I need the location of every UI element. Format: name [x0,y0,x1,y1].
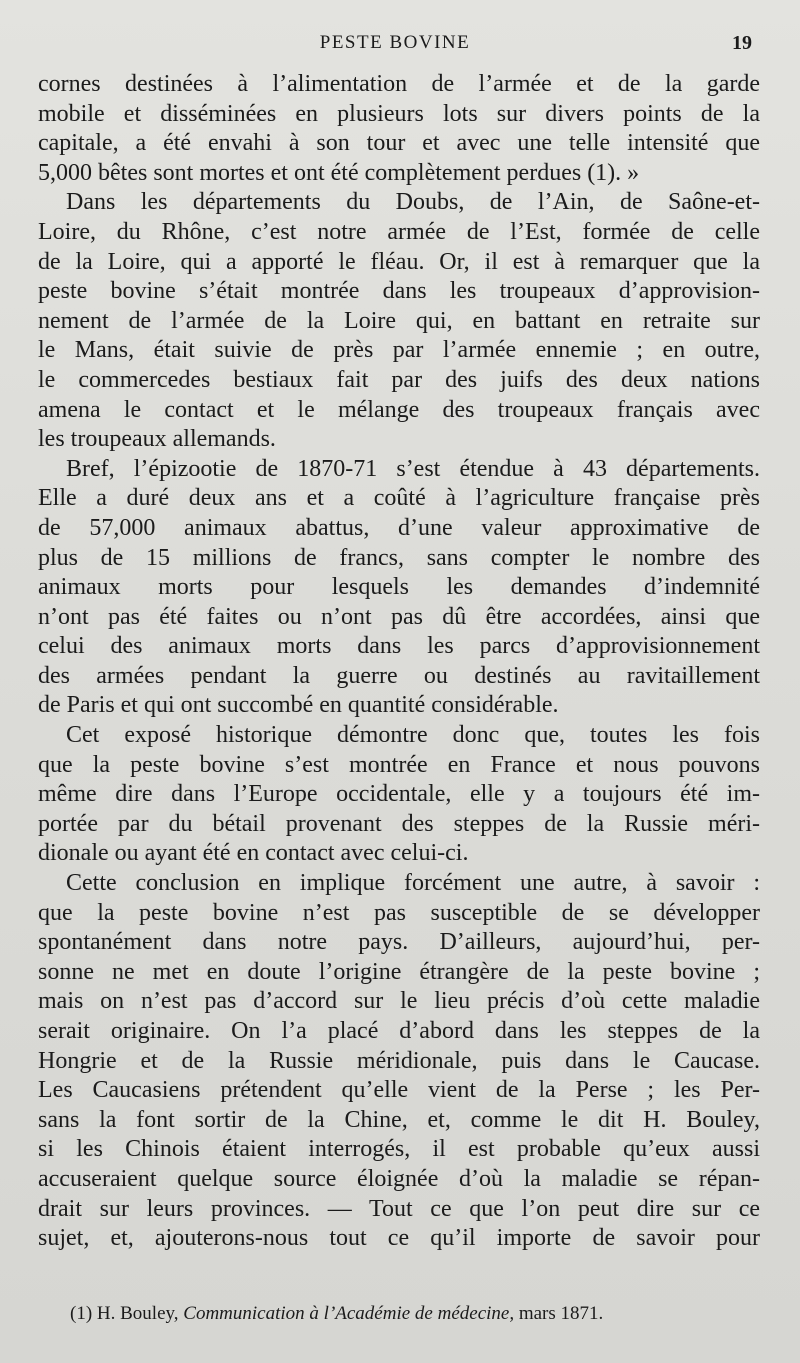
text-line: Hongrie et de la Russie méridionale, puis dans le Caucase. [38,1047,760,1074]
running-title: PESTE BOVINE [319,32,471,53]
text-line: n’ont pas été faites ou n’ont pas dû être accordées, ainsi que [38,603,760,630]
text-line: sonne ne met en doute l’origine étrangère de la peste bovine ; [38,958,760,985]
body-text [38,70,760,1254]
text-line: accuseraient quelque source éloignée d’où la maladie se répan- [38,1165,760,1192]
footnote [70,1303,770,1325]
text-line: sans la font sortir de la Chine, et, comme le dit H. Bouley, [38,1106,760,1133]
text-line: le commercedes bestiaux fait par des juifs des deux nations [38,366,760,393]
text-line: de la Loire, qui a apporté le fléau. Or, il est à remarquer que la [38,248,760,275]
text-line: mais on n’est pas d’accord sur le lieu précis d’où cette maladie [38,988,760,1015]
text-line: peste bovine s’était montrée dans les troupeaux d’approvision- [38,278,760,305]
text-line: nement de l’armée de la Loire qui, en battant en retraite sur [38,307,760,334]
text-line: amena le contact et le mélange des troupeaux français avec [38,396,760,423]
text-line: les troupeaux allemands. [38,426,276,453]
text-line: de Paris et qui ont succombé en quantité considérable. [38,692,559,719]
text-line: de 57,000 animaux abattus, d’une valeur approximative de [38,514,760,541]
text-line: Dans les départements du Doubs, de l’Ain, de Saône-et- [66,189,760,216]
text-line: si les Chinois étaient interrogés, il est probable qu’eux aussi [38,1136,760,1163]
text-line: Loire, du Rhône, c’est notre armée de l’Est, formée de celle [38,218,760,245]
text-line: Les Caucasiens prétendent qu’elle vient de la Perse ; les Per- [38,1077,760,1104]
text-line: drait sur leurs provinces. — Tout ce que l’on peut dire sur ce [38,1195,760,1222]
text-line: que la peste bovine s’est montrée en France et nous pouvons [38,751,760,778]
text-line: animaux morts pour lesquels les demandes d’indemnité [38,574,760,601]
text-line: cornes destinées à l’alimentation de l’armée et de la garde [38,71,760,97]
text-line: plus de 15 millions de francs, sans compter le nombre des [38,544,760,571]
text-line: Bref, l’épizootie de 1870-71 s’est étendue à 43 départements. [66,455,760,482]
text-line: sujet, et, ajouterons-nous tout ce qu’il importe de savoir pour [38,1225,760,1252]
footnote-date: mars 1871. [518,1303,604,1324]
text-line: Cette conclusion en implique forcément une autre, à savoir : [66,870,760,897]
text-line: capitale, a été envahi à son tour et avec une telle intensité que [38,130,760,157]
text-line: dionale ou ayant été en contact avec celui-ci. [38,840,469,867]
text-line: mobile et disséminées en plusieurs lots sur divers points de la [38,100,760,127]
footnote-title: Communication à l’Académie de médecine, [183,1303,515,1324]
text-line: portée par du bétail provenant des steppes de la Russie méri- [38,810,760,837]
text-line: spontanément dans notre pays. D’ailleurs, aujourd’hui, per- [38,929,760,956]
running-head [0,32,800,62]
text-line: des armées pendant la guerre ou destinés au ravitaillement [38,662,760,689]
text-line: serait originaire. On l’a placé d’abord dans les steppes de la [38,1018,760,1044]
footnote-marker: (1) H. Bouley, [70,1303,179,1324]
text-line: même dire dans l’Europe occidentale, elle y a toujours été im- [38,781,760,808]
text-line: Cet exposé historique démontre donc que, toutes les fois [66,722,760,749]
text-line: Elle a duré deux ans et a coûté à l’agriculture française près [38,485,760,512]
text-line: le Mans, était suivie de près par l’armée ennemie ; en outre, [38,337,760,364]
text-line: que la peste bovine n’est pas susceptible de se développer [38,899,760,926]
text-line: celui des animaux morts dans les parcs d’approvisionnement [38,633,760,660]
text-line: 5,000 bêtes sont mortes et ont été complètement perdues (1). » [38,159,640,186]
page-number: 19 [732,32,752,54]
